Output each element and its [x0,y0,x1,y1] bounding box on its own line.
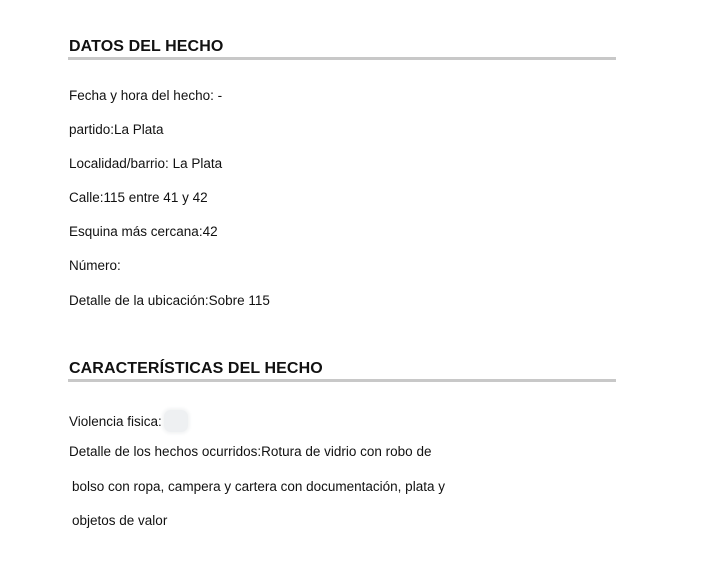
field-detalle-hechos-line-2: bolso con ropa, campera y cartera con documentación, plata y [72,479,445,494]
section-divider [68,379,616,382]
field-violencia-fisica [69,410,188,432]
section-title-caracteristicas-del-hecho: CARACTERÍSTICAS DEL HECHO [69,360,323,377]
field-detalle-hechos-line-1: Detalle de los hechos ocurridos:Rotura de vidrio con robo de [69,444,432,459]
field-fecha-hora: Fecha y hora del hecho: - [69,88,223,103]
section-title-datos-del-hecho: DATOS DEL HECHO [69,38,224,55]
redaction-mark [164,410,188,432]
field-calle: Calle:115 entre 41 y 42 [69,190,208,205]
field-localidad-barrio: Localidad/barrio: La Plata [69,156,223,171]
violencia-fisica-label: Violencia fisica: [69,414,162,429]
field-partido: partido:La Plata [69,122,164,137]
field-numero: Número: [69,258,121,273]
field-esquina: Esquina más cercana:42 [69,224,218,239]
field-detalle-ubicacion: Detalle de la ubicación:Sobre 115 [69,293,270,308]
field-detalle-hechos-line-3: objetos de valor [72,513,168,528]
section-divider [68,57,616,60]
